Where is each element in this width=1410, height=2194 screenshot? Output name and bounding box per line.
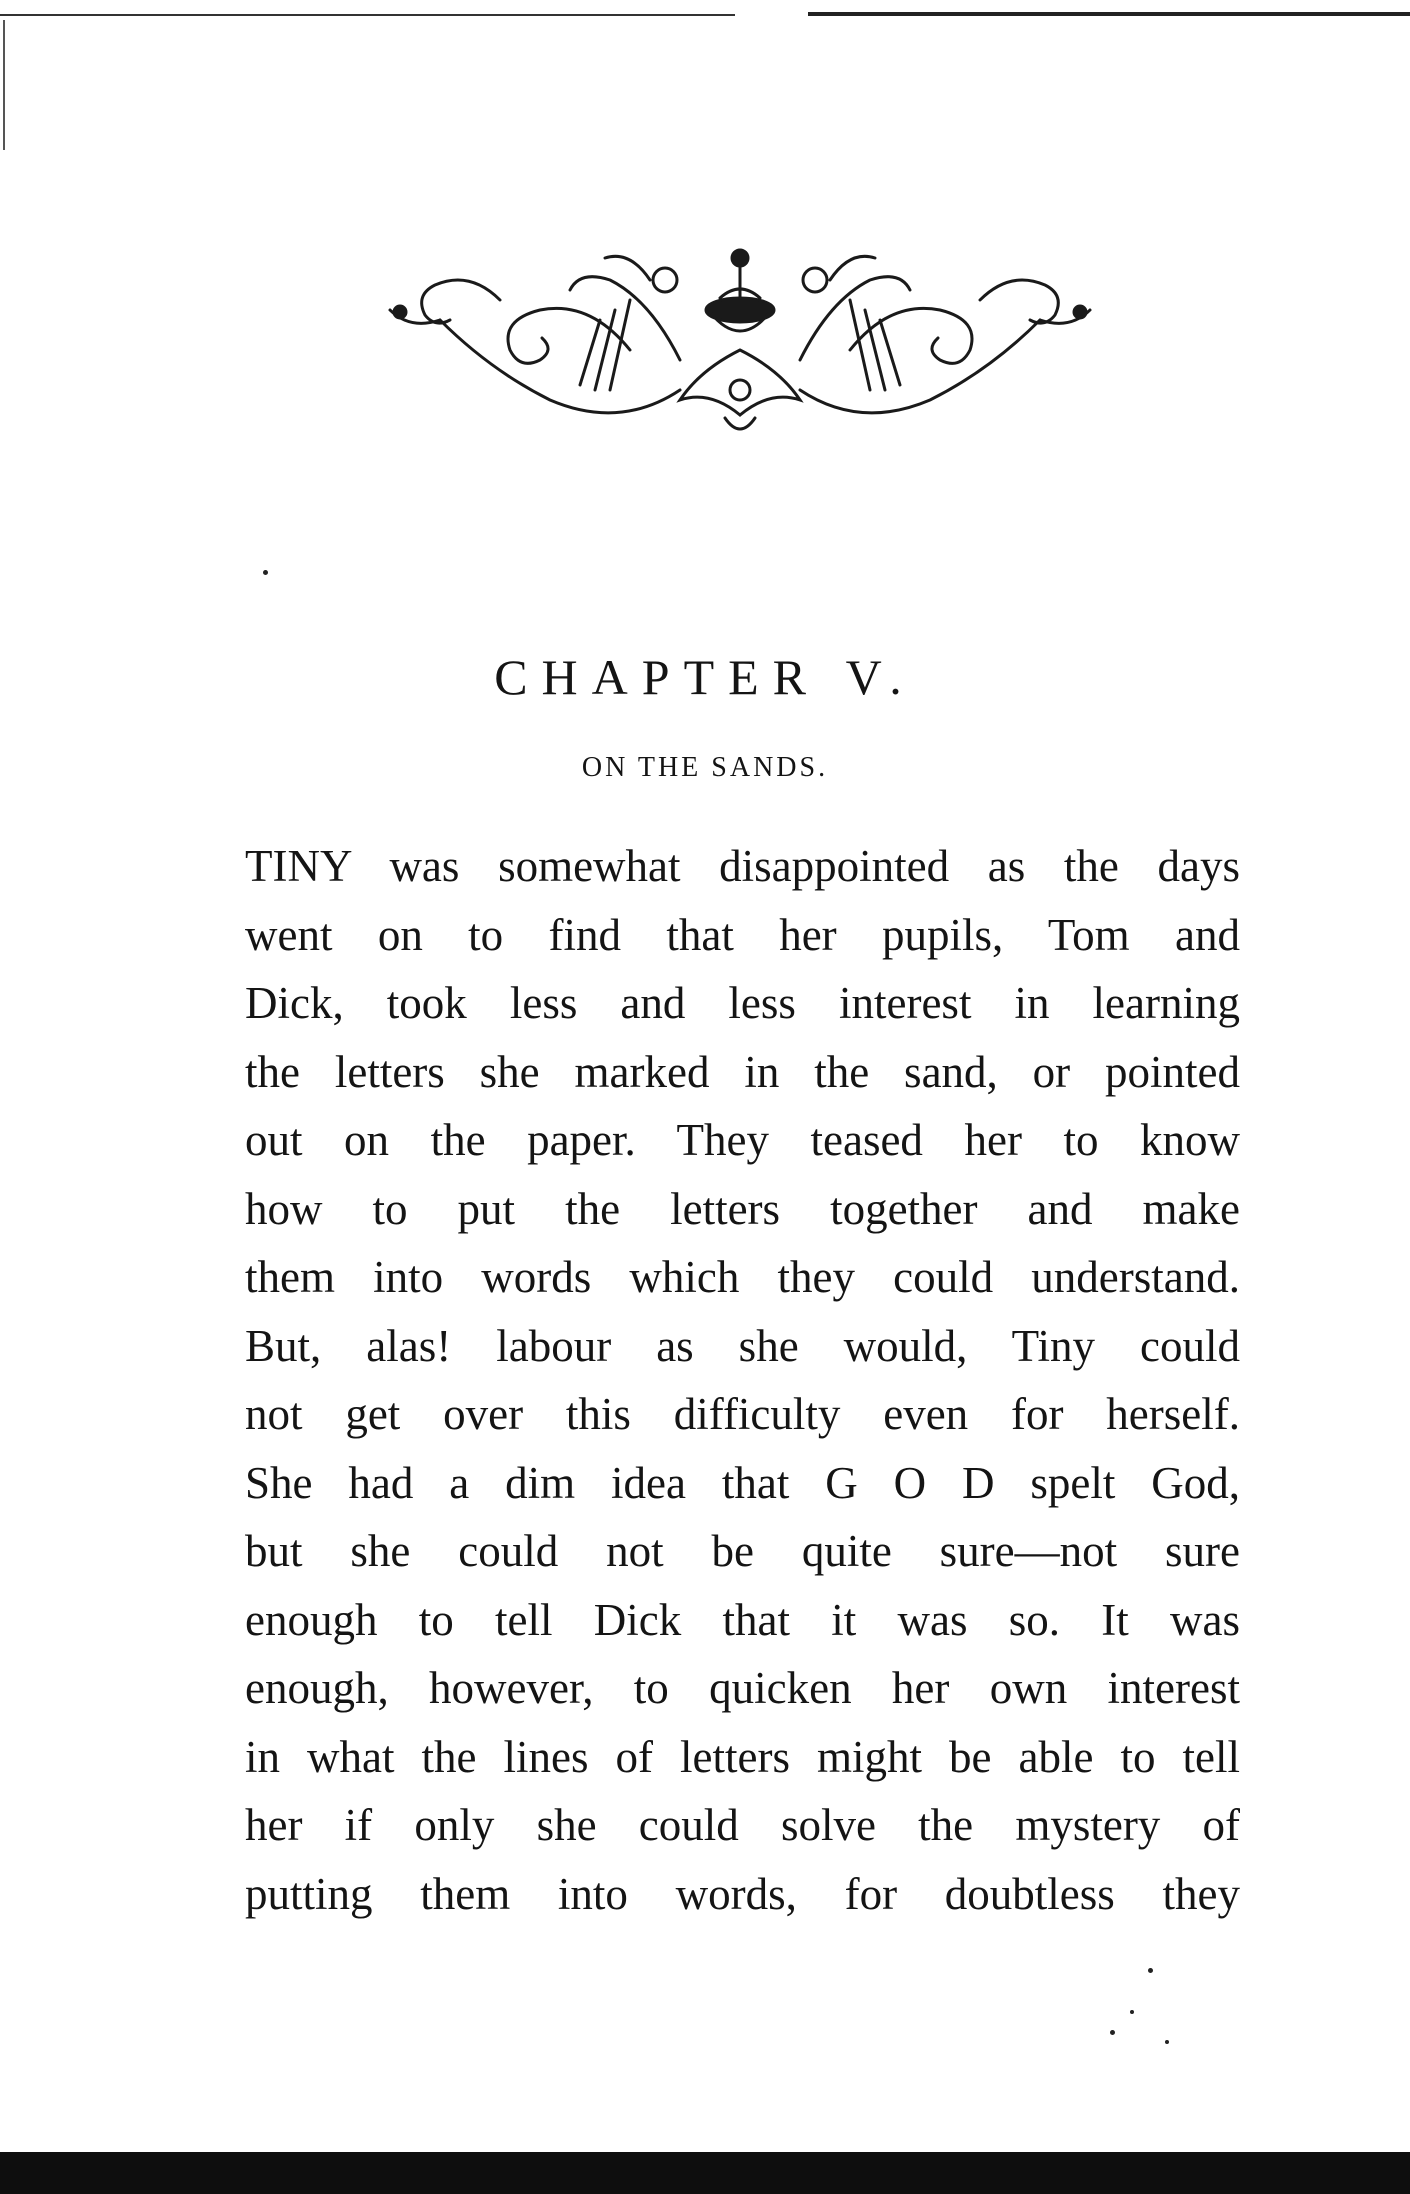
- body-line: out on the paper. They teased her to know: [245, 1115, 1240, 1165]
- body-line: TINY was somewhat disappointed as the days: [245, 841, 1240, 891]
- body-line: how to put the letters together and make: [245, 1183, 1240, 1234]
- body-line: in what the lines of letters might be able to tell: [245, 1731, 1240, 1782]
- body-line: enough, however, to quicken her own interest: [245, 1663, 1240, 1713]
- body-line: enough to tell Dick that it was so. It was: [245, 1594, 1240, 1645]
- body-line: them into words which they could understand.: [245, 1252, 1240, 1302]
- body-line: She had a dim idea that G O D spelt God,: [245, 1457, 1240, 1508]
- body-line: putting them into words, for doubtless they: [245, 1868, 1240, 1919]
- body-line: not get over this difficulty even for herself.: [245, 1389, 1240, 1439]
- body-line: Dick, took less and less interest in learning: [245, 978, 1240, 1028]
- paper-speck: [1130, 2010, 1134, 2014]
- body-line: the letters she marked in the sand, or pointed: [245, 1046, 1240, 1097]
- chapter-title: CHAPTER V.: [494, 649, 916, 705]
- body-line: her if only she could solve the mystery of: [245, 1800, 1240, 1850]
- page-edge-mark: [3, 20, 5, 150]
- paper-speck: [1165, 2040, 1169, 2044]
- chapter-subtitle: ON THE SANDS.: [581, 752, 829, 783]
- paper-speck: [1110, 2030, 1115, 2035]
- bottom-scan-edge: [0, 2152, 1410, 2194]
- chapter-body: [245, 832, 1240, 1928]
- top-rule: [0, 14, 735, 16]
- paper-speck: [1148, 1968, 1153, 1973]
- body-line: But, alas! labour as she would, Tiny could: [245, 1320, 1240, 1371]
- body-line: went on to find that her pupils, Tom and: [245, 909, 1240, 960]
- top-rule-right: [808, 12, 1410, 16]
- body-line: but she could not be quite sure—not sure: [245, 1526, 1240, 1576]
- chapter-headpiece-ornament: [380, 240, 1100, 440]
- paper-speck: [263, 570, 268, 575]
